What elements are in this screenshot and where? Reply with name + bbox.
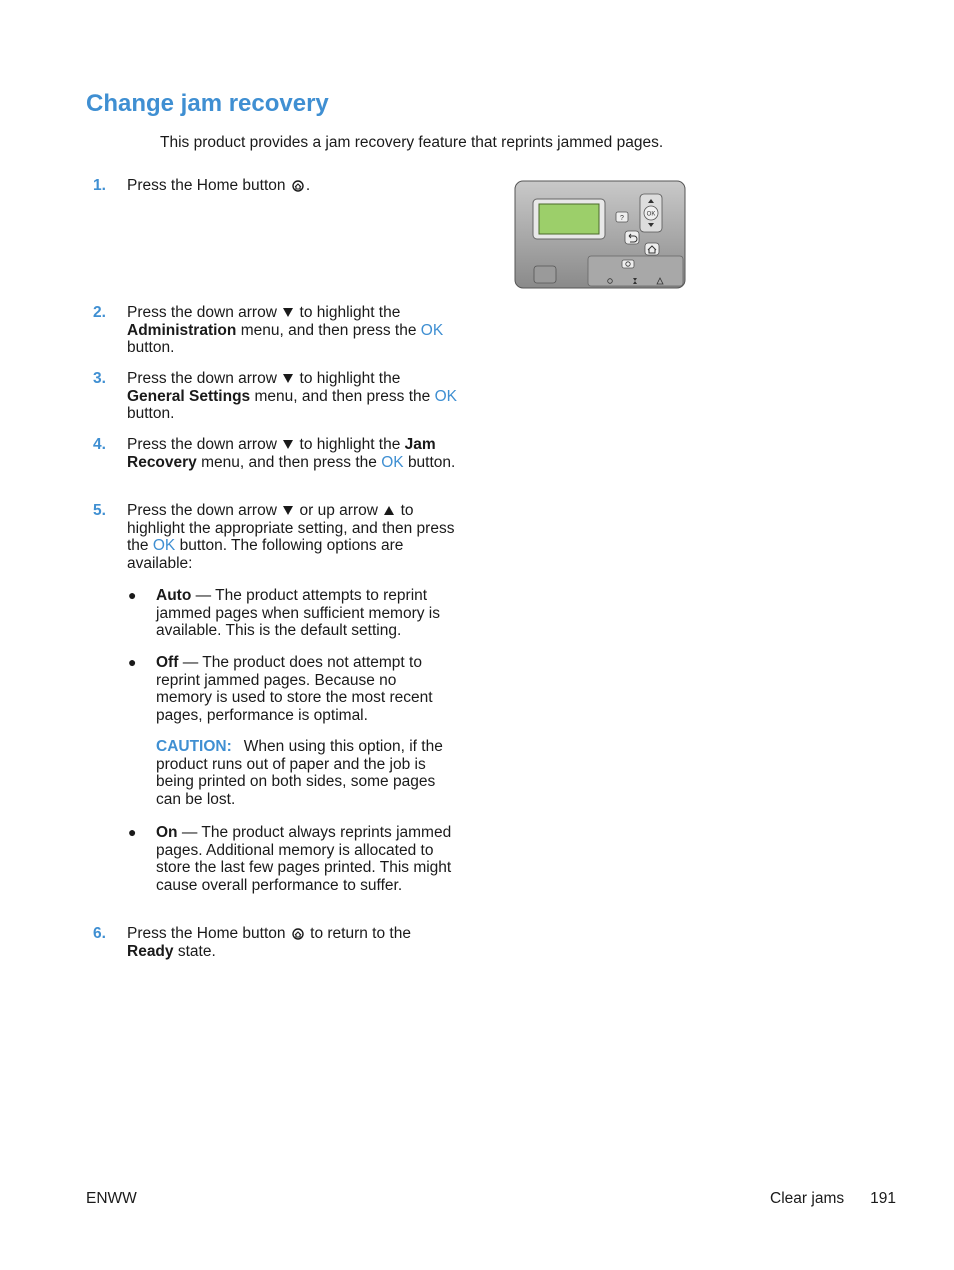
up-arrow-icon [384, 506, 394, 515]
step-text: Press the Home button to return to the Ready state. [127, 925, 411, 960]
intro-paragraph: This product provides a jam recovery feature that reprints jammed pages. [160, 134, 664, 151]
step-text: Press the down arrow to highlight the Administration menu, and then press the OK button. [127, 304, 444, 357]
ok-button-ref: OK [381, 453, 404, 471]
footer-right [770, 1190, 896, 1208]
step-number: 1. [93, 177, 106, 194]
option-text: Auto — The product attempts to reprint jammed pages when sufficient memory is available. This is the default setting. [156, 587, 441, 640]
ok-button-ref: OK [434, 387, 458, 405]
lcd-screen [539, 204, 599, 234]
option-text: Off — The product does not attempt to reprint jammed pages. Because no memory is used to store the most recent pages, performance is optimal. [156, 654, 433, 724]
usb-port [534, 266, 556, 283]
home-icon [292, 180, 304, 192]
step-text: Press the down arrow to highlight the General Settings menu, and then press the OK button. [127, 370, 458, 423]
control-panel-illustration [514, 180, 686, 289]
step-text: Press the down arrow or up arrow to highlight the appropriate setting, and then press the OK button. The following options are available: [127, 502, 455, 572]
step-number: 5. [93, 502, 106, 519]
ok-button-ref: OK [420, 321, 444, 339]
bullet-glyph: ● [128, 824, 137, 840]
ok-button-ref: OK [152, 537, 176, 555]
caution-text: When using this option, if the product runs out of paper and the job is being printed on both sides, some pages can be lost. [156, 738, 443, 808]
caution-label: CAUTION: [156, 738, 232, 755]
down-arrow-icon [283, 374, 293, 383]
page-title: Change jam recovery [86, 90, 329, 117]
bullet-glyph: ● [128, 654, 137, 670]
footer-section: Clear jams [770, 1190, 845, 1207]
step-text: Press the Home button . [127, 177, 311, 194]
page-number: 191 [870, 1190, 896, 1207]
step-number: 2. [93, 304, 106, 321]
down-arrow-icon [283, 440, 293, 449]
down-arrow-icon [283, 308, 293, 317]
ok-button-label: OK [646, 211, 656, 218]
cancel-button[interactable] [622, 260, 634, 268]
home-icon [292, 928, 304, 940]
bullet-glyph: ● [128, 587, 137, 603]
step-number: 6. [93, 925, 106, 942]
caution-note [156, 738, 456, 808]
help-button-label: ? [620, 215, 624, 222]
step-number: 3. [93, 370, 106, 387]
step-text: Press the down arrow to highlight the Jam Recovery menu, and then press the OK button. [127, 436, 456, 471]
down-arrow-icon [283, 506, 293, 515]
footer-left: ENWW [86, 1190, 137, 1207]
option-text: On — The product always reprints jammed pages. Additional memory is allocated to store the last few pages printed. This might cause overall performance to suffer. [156, 824, 452, 894]
step-number: 4. [93, 436, 106, 453]
